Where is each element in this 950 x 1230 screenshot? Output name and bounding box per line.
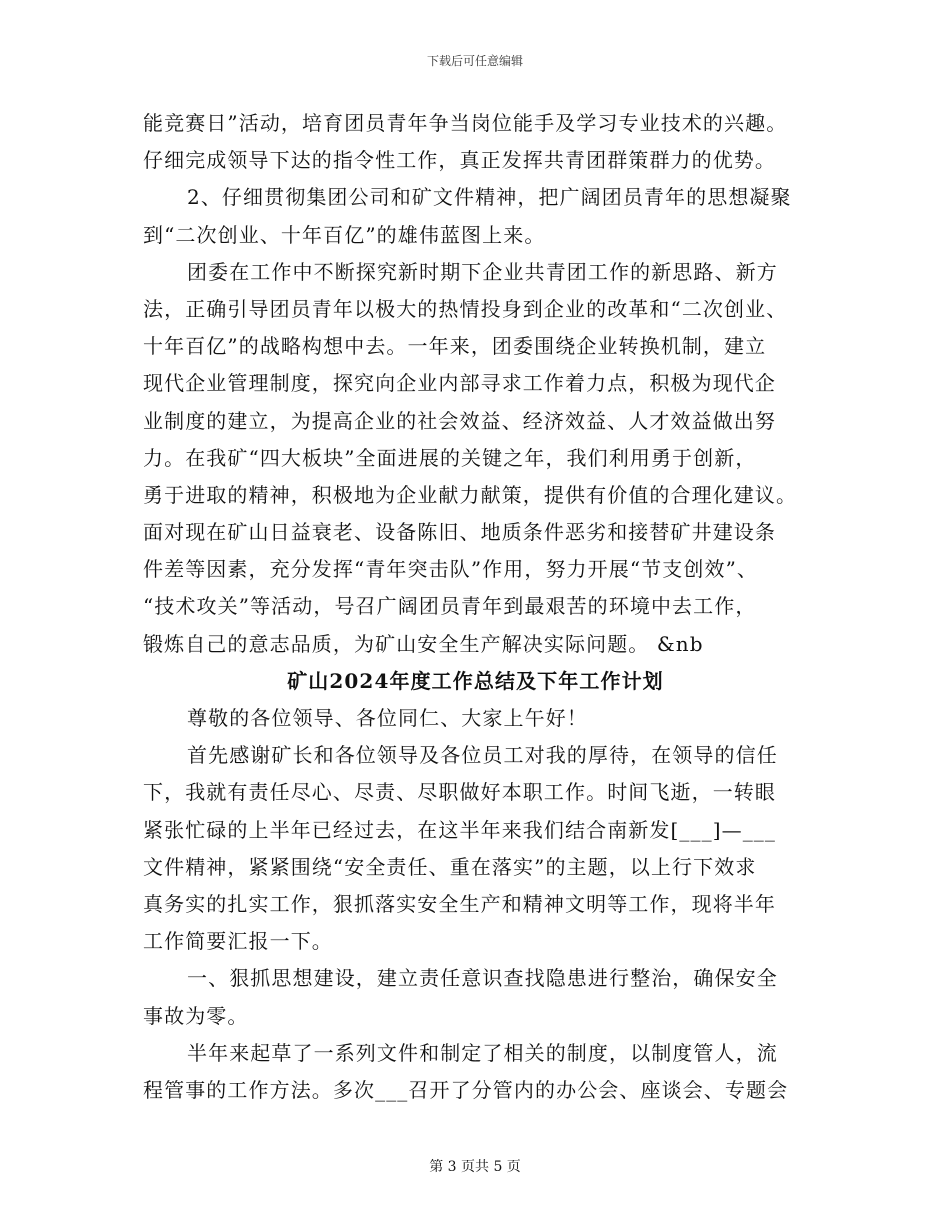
- text-line: 2、仔细贯彻集团公司和矿文件精神，把广阔团员青年的思想凝聚: [187, 185, 792, 210]
- text-line: 面对现在矿山日益衰老、设备陈旧、地质条件恶劣和接替矿井建设条: [143, 520, 776, 545]
- text-line: 事故为零。: [143, 1003, 249, 1028]
- text-line: 件差等因素，充分发挥“青年突击队”作用，努力开展“节支创效”、: [143, 557, 758, 582]
- text-line: 十年百亿”的战略构想中去。一年来，团委围绕企业转换机制，建立: [143, 334, 767, 359]
- text-line: 业制度的建立，为提高企业的社会效益、经济效益、人才效益做出努: [143, 408, 776, 433]
- text-line: 锻炼自己的意志品质，为矿山安全生产解决实际问题。 &nb: [143, 631, 704, 656]
- text-line: 紧张忙碌的上半年已经过去，在这半年来我们结合南新发[___]—___: [143, 817, 777, 842]
- document-body: [143, 105, 808, 1109]
- text-line: 尊敬的各位领导、各位同仁、大家上午好！: [187, 706, 588, 730]
- text-line: 到“二次创业、十年百亿”的雄伟蓝图上来。: [143, 222, 546, 247]
- text-line: 法，正确引导团员青年以极大的热情投身到企业的改革和“二次创业、: [143, 296, 788, 321]
- text-line: 真务实的扎实工作，狠抓落实安全生产和精神文明等工作，现将半年: [143, 891, 776, 916]
- page-header: 下载后可任意编辑: [426, 54, 523, 68]
- text-line: 一、狠抓思想建设，建立责任意识查找隐患进行整治，确保安全: [187, 966, 778, 991]
- text-line: 力。在我矿“四大板块”全面进展的关键之年，我们利用勇于创新，: [143, 445, 757, 470]
- text-line: 文件精神，紧紧围绕“安全责任、重在落实”的主题，以上行下效求: [143, 854, 757, 879]
- text-line: 现代企业管理制度，探究向企业内部寻求工作着力点，积极为现代企: [143, 371, 776, 396]
- text-line: 工作简要汇报一下。: [143, 929, 333, 954]
- text-line: 下，我就有责任尽心、尽责、尽职做好本职工作。时间飞逝，一转眼: [143, 780, 776, 805]
- text-line: 勇于进取的精神，积极地为企业献力献策，提供有价值的合理化建议。: [143, 482, 798, 507]
- text-line: 能竞赛日”活动，培育团员青年争当岗位能手及学习专业技术的兴趣。: [143, 111, 788, 135]
- page-footer: 第 3 页共 5 页: [429, 1159, 521, 1175]
- text-line: 团委在工作中不断探究新时期下企业共青团工作的新思路、新方: [187, 259, 778, 284]
- text-line: 半年来起草了一系列文件和制定了相关的制度，以制度管人，流: [187, 1040, 778, 1065]
- section-title: 矿山2024年度工作总结及下年工作计划: [287, 668, 664, 693]
- text-line: 仔细完成领导下达的指令性工作，真正发挥共青团群策群力的优势。: [143, 148, 776, 173]
- text-line: “技术攻关”等活动，号召广阔团员青年到最艰苦的环境中去工作，: [143, 594, 757, 619]
- text-line: 首先感谢矿长和各位领导及各位员工对我的厚待，在领导的信任: [187, 743, 778, 768]
- text-line: 程管事的工作方法。多次___召开了分管内的办公会、座谈会、专题会: [143, 1077, 789, 1102]
